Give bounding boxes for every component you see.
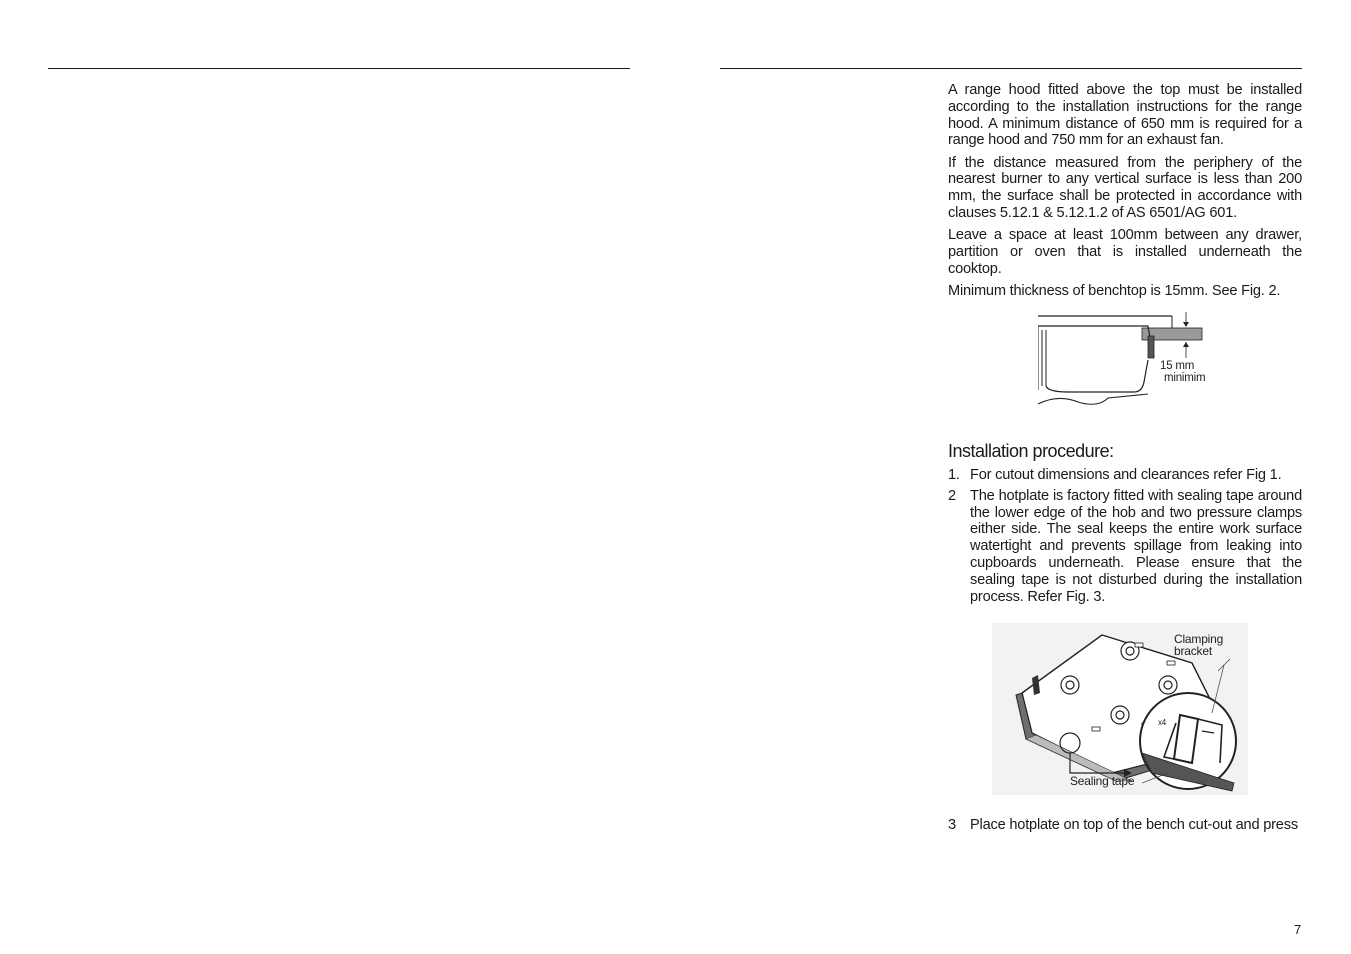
paragraph-range-hood: A range hood fitted above the top must be installed according to the installation instructions for the range hood. A minimum distance of 650 mm is required for a range hood and 750 mm for an exhaust fan.: [948, 82, 1302, 149]
text-column: [948, 82, 1302, 795]
step-number: 3: [948, 817, 956, 833]
figure-3-multiplier: x4: [1158, 718, 1167, 728]
list-item: [948, 467, 1302, 484]
figure-3-tape-label: Sealing tape: [1070, 774, 1135, 789]
figure-3-sealing-diagram: [992, 623, 1248, 795]
header-rule-left: [48, 68, 630, 69]
step-number: 2: [948, 487, 956, 504]
installation-steps: [948, 467, 1302, 605]
figure-2-measure-value: 15 mm: [1160, 360, 1195, 373]
figure-3-clamp-label-line-1: Clamping: [1174, 632, 1224, 647]
paragraph-benchtop-thickness: Minimum thickness of benchtop is 15mm. See Fig. 2.: [948, 283, 1281, 300]
section-heading: Installation procedure:: [948, 441, 1114, 462]
list-item: [948, 817, 1302, 834]
paragraph-burner-distance: If the distance measured from the periphery of the nearest burner to any vertical surface is less than 200 mm, the surface shall be protected in accordance with clauses 5.12.1 & 5.12.1.2 of AS 6501/AG 601.: [948, 154, 1302, 222]
figure-3-clamp-label-line-2: bracket: [1174, 644, 1212, 659]
step-text: Place hotplate on top of the bench cut-out and press: [970, 817, 1298, 833]
step-text: For cutout dimensions and clearances refer Fig 1.: [970, 467, 1282, 484]
figure-2-measure-text: minimim: [1164, 372, 1206, 385]
figure-2-benchtop-diagram: [1038, 312, 1218, 412]
page-number: 7: [1294, 922, 1302, 937]
paragraph-drawer-space: Leave a space at least 100mm between any drawer, partition or oven that is installed underneath the cooktop.: [948, 227, 1302, 277]
header-rule-right: [720, 68, 1302, 69]
step-number: 1.: [948, 467, 960, 484]
list-item: [948, 488, 1302, 606]
step-text: The hotplate is factory fitted with sealing tape around the lower edge of the hob and two pressure clamps either side. The seal keeps the entire work surface watertight and prevents spillage from leaking into cupboards underneath. Please ensure that the sealing tape is not disturbed during the installation process. Refer Fig. 3.: [970, 487, 1302, 605]
